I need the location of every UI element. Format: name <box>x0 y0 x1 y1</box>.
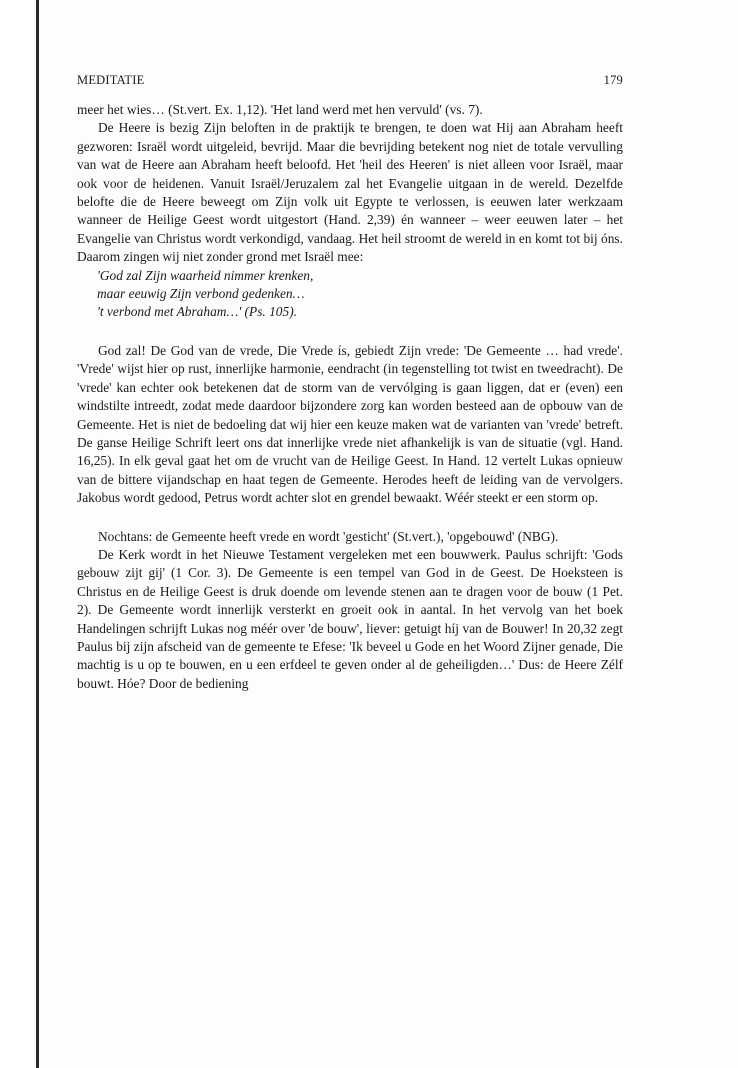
psalm-quote <box>77 267 623 322</box>
page-number: 179 <box>603 73 623 87</box>
section-break <box>77 508 623 528</box>
section-title: MEDITATIE <box>77 73 145 87</box>
quote-line: maar eeuwig Zijn verbond gedenken… <box>97 286 305 302</box>
page-body <box>77 101 623 693</box>
quote-line: 'God zal Zijn waarheid nimmer krenken, <box>97 267 314 283</box>
paragraph: Nochtans: de Gemeente heeft vrede en wordt 'gesticht' (St.vert.), 'opgebouwd' (NBG). <box>98 528 559 544</box>
quote-line: 't verbond met Abraham…' (Ps. 105). <box>97 304 297 320</box>
running-header <box>77 73 623 88</box>
paragraph: God zal! De God van de vrede, Die Vrede ís, gebiedt Zijn vrede: 'De Gemeente … had vrede'. 'Vrede' wijst hier op rust, innerlijke harmonie, eendracht (in tegenstelling tot twist en tweedracht). De 'vrede' kan echter ook betekenen dat de storm van de vervólging is gaan liggen, dat er (even) een windstilte intreedt, zodat mede daardoor bijzondere zorg kan worden besteed aan de opbouw van de Gemeente. Het is niet de bedoeling dat wij hier een keuze maken wat de varianten van 'vrede' betreft. De ganse Heilige Schrift leert ons dat innerlijke vrede niet afhankelijk is van de situatie (vgl. Hand. 16,25). In elk geval gaat het om de vrucht van de Heilige Geest. In Hand. 12 vertelt Lukas opnieuw van de bittere vijandschap en haat tegen de Gemeente. Herodes heeft de leiding van de vervolgers. Jakobus wordt gedood, Petrus wordt achter slot en grendel bewaakt. Wéér steekt er een storm op. <box>77 342 623 506</box>
paragraph: De Kerk wordt in het Nieuwe Testament vergeleken met een bouwwerk. Paulus schrijft: 'Gods gebouw zijt gij' (1 Cor. 3). De Gemeente is een tempel van God in de Geest. De Hoeksteen is Christus en de Heilige Geest is druk doende om levende stenen aan te dragen voor de bouw (1 Pet. 2). De Gemeente wordt innerlijk versterkt en groeit ook in aantal. In het vervolg van het boek Handelingen schrijft Lukas nog méér over 'de bouw', liever: getuigt híj van de Bouwer! In 20,32 zegt Paulus bij zijn afscheid van de gemeente te Efese: 'Ik beveel u Gode en het Woord Zijner genade, Die machtig is u op te bouwen, en u een erfdeel te geven onder al de geheiligden…' Dus: de Heere Zélf bouwt. Hóe? Door de bediening <box>77 546 623 691</box>
paragraph: meer het wies… (St.vert. Ex. 1,12). 'Het land werd met hen vervuld' (vs. 7). <box>77 102 483 117</box>
scan-margin <box>0 0 36 1068</box>
paragraph: De Heere is bezig Zijn beloften in de praktijk te brengen, te doen wat Hij aan Abraham heeft gezworen: Israël wordt uitgeleid, bevrijd. Maar die bevrijding betekent nog niet de totale vervulling van wat de Heere aan Abraham heeft beloofd. Het 'heil des Heeren' is niet alleen voor Israël, maar ook voor de heidenen. Vanuit Israël/Jeruzalem zal het Evangelie uitgaan in de wereld. Dezelfde belofte die de Heere beweegt om Zijn volk uit Egypte te verlossen, is eeuwen later werkzaam wanneer de Heilige Geest wordt uitgestort (Hand. 2,39) én wanneer – weer eeuwen later – het Evangelie van Christus wordt verkondigd, vandaag. Het heil stroomt de wereld in en komt tot bij óns. Daarom zingen wij niet zonder grond met Israël mee: <box>77 120 623 265</box>
section-break <box>77 322 623 342</box>
